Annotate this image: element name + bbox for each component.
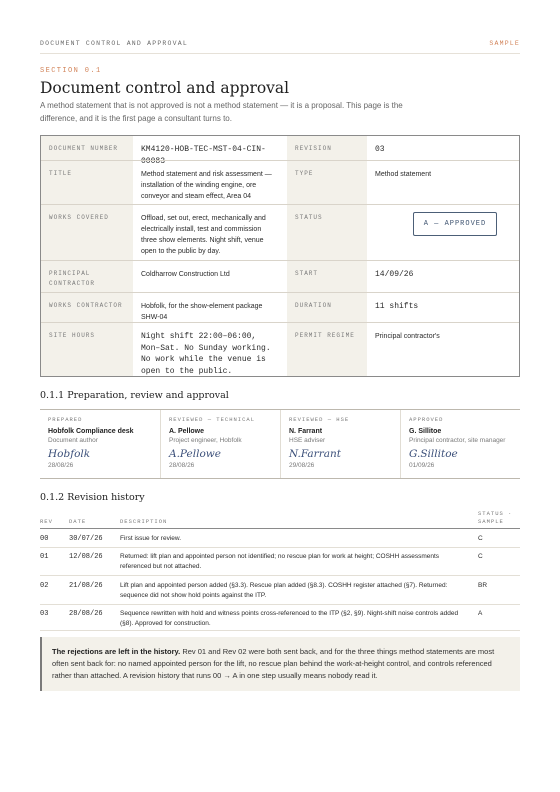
revision-table-header: [40, 507, 520, 529]
signature-reviewed-hse: [280, 410, 400, 478]
meta-row: [41, 160, 519, 204]
signatory-name: G. Sillitoe: [409, 428, 442, 435]
signature-date: 29/08/26: [289, 462, 315, 469]
col-date: DATE: [69, 518, 87, 525]
sample-label: SAMPLE: [489, 40, 520, 47]
principal-contractor-label: PRINCIPAL CONTRACTOR: [41, 261, 133, 292]
signatory-name: A. Pellowe: [169, 428, 205, 435]
col-status-sample: SAMPLE: [478, 518, 504, 525]
rev-description: First issue for review.: [120, 535, 182, 542]
rev-number: 00: [40, 535, 49, 543]
start-value: 14/09/26: [375, 270, 414, 279]
type-label: TYPE: [287, 161, 367, 204]
signature: A.Pellowe: [169, 448, 221, 460]
table-row: [40, 529, 520, 548]
permit-regime-value: Principal contractor's: [375, 333, 440, 340]
start-label: START: [287, 261, 367, 292]
works-contractor-value: Hobfolk, for the show-element package SHW-04: [141, 303, 263, 321]
revision-history-heading: 0.1.2 Revision history: [40, 492, 145, 503]
status-label: STATUS: [287, 205, 367, 260]
note-lead: The rejections are left in the history.: [52, 647, 181, 656]
rev-status: C: [478, 535, 483, 542]
page-header: [40, 40, 520, 54]
signatory-name: N. Farrant: [289, 428, 323, 435]
duration-value: 11 shifts: [375, 302, 419, 311]
doc-number-label: DOCUMENT NUMBER: [41, 136, 133, 160]
revision-label: REVISION: [287, 136, 367, 160]
signature: N.Farrant: [289, 448, 341, 460]
meta-row: [41, 322, 519, 376]
revision-value: 03: [375, 145, 385, 154]
site-hours-value: Night shift 22:00–06:00, Mon–Sat. No Sunday working. No work while the venue is open to the public.: [141, 332, 271, 376]
type-value: Method statement: [375, 171, 432, 178]
note-body: Rev 01 and Rev 02 were both sent back, and for the three things method statements are most often sent back for: no named appointed person for the lift, no rescue plan behind the work-at-height control, and controls referenced rather than attached. A revision history that runs 00 → A in one step usually means nobody read it.: [52, 647, 495, 680]
doc-number-value: KM4120-HOB-TEC-MST-04-CIN-00083: [141, 145, 266, 166]
signature-role-key: APPROVED: [409, 416, 444, 423]
principal-contractor-value: Coldharrow Construction Ltd: [141, 271, 230, 278]
rev-status: BR: [478, 582, 488, 589]
signature-date: 28/08/26: [48, 462, 74, 469]
rev-date: 21/08/26: [69, 582, 103, 590]
rev-status: A: [478, 610, 483, 617]
rev-date: 12/08/26: [69, 553, 103, 561]
approval-heading: 0.1.1 Preparation, review and approval: [40, 390, 229, 401]
duration-label: DURATION: [287, 293, 367, 322]
col-status: STATUS ·: [478, 510, 513, 517]
col-rev: REV: [40, 518, 53, 525]
meta-row: [41, 292, 519, 322]
rev-date: 30/07/26: [69, 535, 103, 543]
table-row: [40, 576, 520, 605]
signatory-role: Principal contractor, site manager: [409, 437, 506, 444]
signatory-role: Project engineer, Hobfolk: [169, 437, 242, 444]
signatory-name: Hobfolk Compliance desk: [48, 428, 134, 435]
works-contractor-label: WORKS CONTRACTOR: [41, 293, 133, 322]
approval-signatures: [40, 409, 520, 479]
header-title: DOCUMENT CONTROL AND APPROVAL: [40, 40, 188, 47]
status-cell: [367, 205, 519, 260]
rev-number: 03: [40, 610, 49, 618]
signatory-role: Document author: [48, 437, 98, 444]
signature-role-key: PREPARED: [48, 416, 83, 423]
title-value: Method statement and risk assessment — installation of the winding engine, ore conveyor and steam effect, Area 04: [141, 171, 272, 200]
permit-regime-label: PERMIT REGIME: [287, 323, 367, 376]
signature: Hobfolk: [48, 448, 91, 460]
signature-approved: [400, 410, 520, 478]
rev-number: 01: [40, 553, 49, 561]
document-metadata-table: [40, 135, 520, 377]
meta-row: [41, 136, 519, 166]
table-row: [40, 605, 520, 631]
rev-status: C: [478, 553, 483, 560]
page-title: Document control and approval: [40, 79, 290, 97]
col-description: DESCRIPTION: [120, 518, 168, 525]
signature-role-key: REVIEWED — TECHNICAL: [169, 416, 256, 423]
history-note-callout: [40, 637, 520, 691]
status-stamp: A — APPROVED: [413, 212, 497, 236]
site-hours-label: SITE HOURS: [41, 323, 133, 376]
signatory-role: HSE adviser: [289, 437, 326, 444]
rev-description: Returned: lift plan and appointed person not identified; no rescue plan for work at height; COSHH assessments referenced but not attached.: [120, 553, 440, 570]
signature-date: 28/08/26: [169, 462, 195, 469]
intro-text: A method statement that is not approved is not a method statement — it is a proposal. This page is the difference, and it is the first page a consultant turns to.: [40, 101, 403, 123]
signature-date: 01/09/26: [409, 462, 435, 469]
table-row: [40, 548, 520, 576]
title-label: TITLE: [41, 161, 133, 204]
meta-row: [41, 260, 519, 292]
section-kicker: SECTION 0.1: [40, 67, 102, 75]
works-covered-label: WORKS COVERED: [41, 205, 133, 260]
signature-reviewed-technical: [160, 410, 280, 478]
rev-description: Sequence rewritten with hold and witness points cross-referenced to the ITP (§2, §9). Night-shift noise controls added (§8). Approved for construction.: [120, 610, 459, 627]
rev-description: Lift plan and appointed person added (§3.3). Rescue plan added (§8.3). COSHH register attached (§7). Returned: sequence did not show hold points against the ITP.: [120, 582, 448, 599]
signature: G.Sillitoe: [409, 448, 458, 460]
works-covered-value: Offload, set out, erect, mechanically and electrically install, test and commission three show elements. Night shift, venue open to the public by day.: [141, 215, 266, 255]
rev-date: 28/08/26: [69, 610, 103, 618]
signature-role-key: REVIEWED — HSE: [289, 416, 350, 423]
rev-number: 02: [40, 582, 49, 590]
meta-row: [41, 204, 519, 260]
signature-prepared: [40, 410, 160, 478]
